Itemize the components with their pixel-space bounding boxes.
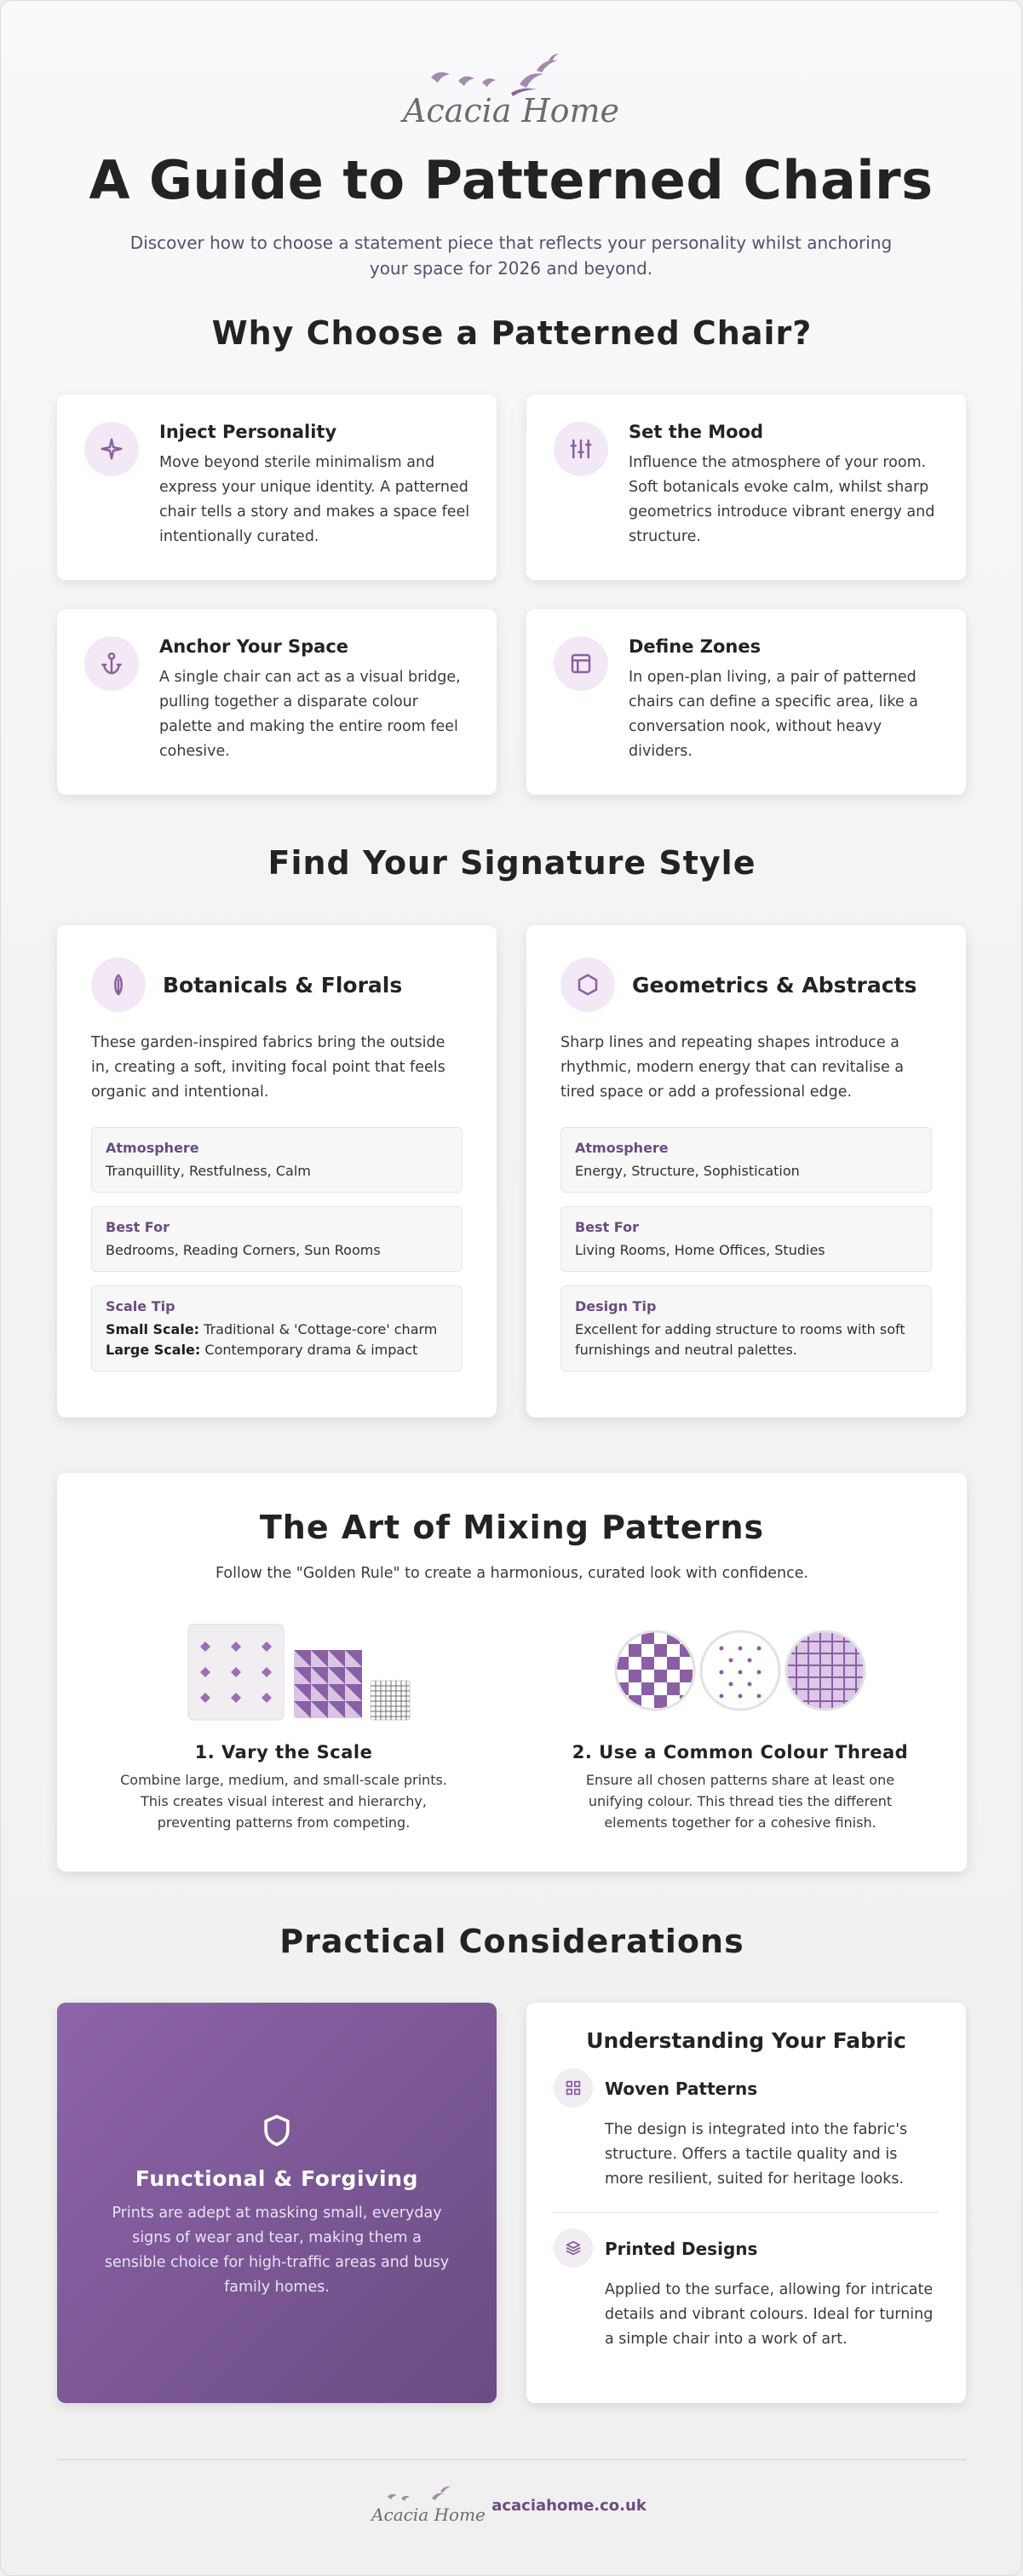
style-card-title: Botanicals & Florals <box>163 972 403 998</box>
info-value-small-scale <box>106 1320 448 1340</box>
why-card-title: Anchor Your Space <box>159 636 349 657</box>
info-label: Best For <box>575 1219 639 1235</box>
info-box-atmosphere <box>91 1127 463 1193</box>
rule-title: 1. Vary the Scale <box>194 1742 373 1762</box>
info-box-scale-tip <box>91 1285 463 1371</box>
sparkle-icon <box>84 422 139 476</box>
common-colour-illustration <box>595 1623 885 1725</box>
fabric-item-body: The design is integrated into the fabric's structure. Offers a tactile quality and is more resilient, suited for heritage looks. <box>605 2121 908 2188</box>
style-card-description: These garden-inspired fabrics bring the outside in, creating a soft, inviting focal point that feels organic and intentional. <box>91 1034 445 1101</box>
styles-section-title: Find Your Signature Style <box>267 844 756 882</box>
why-card-title: Set the Mood <box>629 422 764 442</box>
vary-scale-illustration <box>156 1623 411 1725</box>
fabric-card-title: Understanding Your Fabric <box>586 2028 906 2053</box>
info-box-design-tip <box>560 1285 932 1371</box>
why-card-body: Move beyond sterile minimalism and express your unique identity. A patterned chair tells a story and makes a space feel intentionally curated. <box>159 454 470 545</box>
style-card-description: Sharp lines and repeating shapes introduce a rhythmic, modern energy that can revitalise a tired space or add a professional edge. <box>560 1034 905 1101</box>
functional-forgiving-card <box>57 2003 497 2403</box>
info-box-atmosphere <box>560 1127 932 1193</box>
why-card-inject-personality <box>57 394 497 580</box>
shield-icon <box>101 2112 452 2153</box>
info-value: Tranquillity, Restfulness, Calm <box>106 1163 311 1179</box>
feature-body: Prints are adept at masking small, everyday signs of wear and tear, making them a sensible choice for high-traffic areas and busy family homes. <box>104 2205 450 2296</box>
page-title: A Guide to Patterned Chairs <box>89 149 934 211</box>
footer <box>1 2483 1023 2527</box>
leaf-icon <box>91 957 146 1012</box>
fabric-item-woven <box>554 2068 939 2192</box>
info-label: Scale Tip <box>106 1298 175 1314</box>
sliders-icon <box>554 422 608 476</box>
feature-title: Functional & Forgiving <box>135 2166 419 2191</box>
info-label: Atmosphere <box>575 1140 669 1156</box>
why-card-set-the-mood <box>526 394 966 580</box>
why-card-title: Define Zones <box>629 636 762 657</box>
acacia-home-logo <box>402 52 620 134</box>
footer-website-link[interactable]: acaciahome.co.uk <box>491 2496 647 2515</box>
info-value: Living Rooms, Home Offices, Studies <box>575 1242 825 1258</box>
mixing-patterns-card <box>57 1473 967 1872</box>
info-box-best-for <box>560 1206 932 1272</box>
info-box-best-for <box>91 1206 463 1272</box>
why-card-body: In open-plan living, a pair of patterned chairs can define a specific area, like a conversation nook, without heavy dividers. <box>629 669 918 760</box>
why-card-title: Inject Personality <box>159 422 337 442</box>
fabric-item-name: Printed Designs <box>605 2239 758 2259</box>
rule-vary-scale <box>105 1623 463 1833</box>
layout-icon <box>554 636 608 691</box>
rule-body: Combine large, medium, and small-scale prints. This creates visual interest and hierarchy, preventing patterns from competing. <box>120 1772 447 1831</box>
divider <box>554 2212 939 2213</box>
large-scale-label: Large Scale: <box>106 1342 201 1358</box>
info-value-large-scale <box>106 1340 448 1360</box>
small-scale-label: Small Scale: <box>106 1321 200 1337</box>
rule-body: Ensure all chosen patterns share at least one unifying colour. This thread ties the different elements together for a cohesive finish. <box>585 1772 895 1831</box>
mixing-section-title: The Art of Mixing Patterns <box>259 1509 765 1546</box>
info-label: Design Tip <box>575 1298 657 1314</box>
info-label: Best For <box>106 1219 170 1235</box>
grid-icon <box>554 2068 593 2107</box>
large-scale-text: Contemporary drama & impact <box>204 1342 418 1358</box>
rule-common-colour <box>561 1623 919 1833</box>
layers-icon <box>554 2228 593 2268</box>
anchor-icon <box>84 636 139 691</box>
fabric-item-body: Applied to the surface, allowing for intricate details and vibrant colours. Ideal for turning a simple chair into a work of art. <box>605 2281 934 2348</box>
understanding-fabric-card <box>526 2003 966 2403</box>
why-card-body: Influence the atmosphere of your room. Soft botanicals evoke calm, whilst sharp geometrics introduce vibrant energy and structure. <box>629 454 935 545</box>
info-value: Energy, Structure, Sophistication <box>575 1163 800 1179</box>
style-card-geometrics <box>526 925 966 1417</box>
hexagon-icon <box>560 957 615 1012</box>
footer-divider <box>57 2459 967 2460</box>
why-card-body: A single chair can act as a visual bridge, pulling together a disparate colour palette and making the entire room feel cohesive. <box>159 669 461 760</box>
why-section-title: Why Choose a Patterned Chair? <box>211 314 813 352</box>
style-card-botanicals <box>57 925 497 1417</box>
practical-section-title: Practical Considerations <box>279 1923 744 1960</box>
why-card-anchor-your-space <box>57 609 497 795</box>
mixing-subtitle: Follow the "Golden Rule" to create a harmonious, curated look with confidence. <box>215 1565 809 1582</box>
why-card-define-zones <box>526 609 966 795</box>
small-scale-text: Traditional & 'Cottage-core' charm <box>204 1321 438 1337</box>
page-subtitle: Discover how to choose a statement piece that reflects your personality whilst anchoring your space for 2026 and beyond. <box>129 233 893 279</box>
footer-logo-wordmark: Acacia Home <box>371 2504 486 2525</box>
style-card-title: Geometrics & Abstracts <box>632 972 917 998</box>
info-value: Bedrooms, Reading Corners, Sun Rooms <box>106 1242 381 1258</box>
info-value: Excellent for adding structure to rooms with soft furnishings and neutral palettes. <box>575 1321 905 1358</box>
info-label: Atmosphere <box>106 1140 199 1156</box>
rule-title: 2. Use a Common Colour Thread <box>572 1742 909 1762</box>
logo-wordmark: Acacia Home <box>402 92 620 129</box>
footer-logo <box>371 2483 486 2527</box>
fabric-item-name: Woven Patterns <box>605 2079 758 2099</box>
fabric-item-printed <box>554 2228 939 2352</box>
